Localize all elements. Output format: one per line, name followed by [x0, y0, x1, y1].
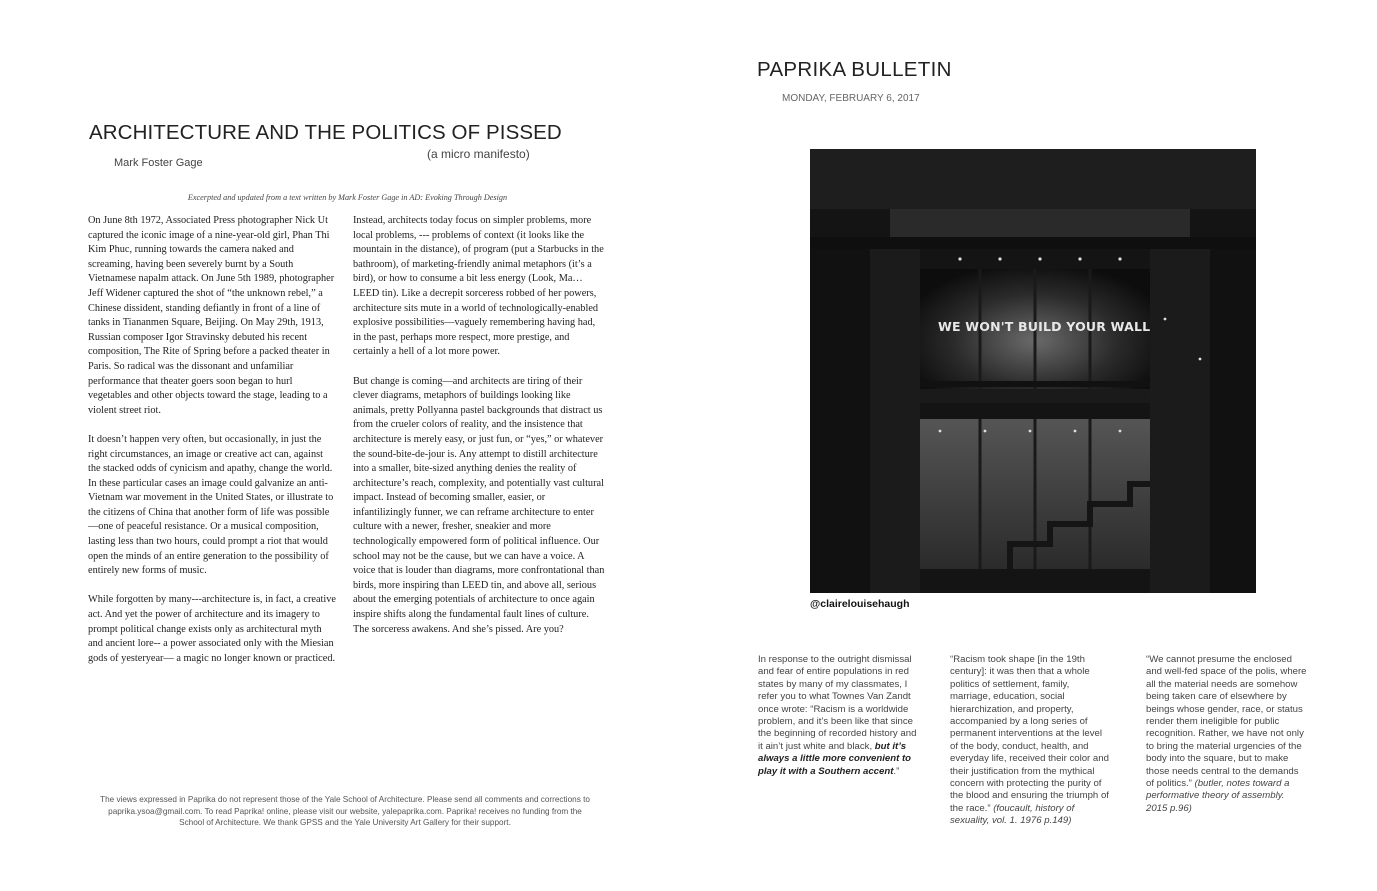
quote-citation: (butler, notes toward a performative theory of assembly. 2015 p.96): [1146, 778, 1290, 814]
article-title: ARCHITECTURE AND THE POLITICS OF PISSED: [89, 121, 562, 144]
article-column-left: [88, 214, 336, 681]
paragraph: But change is coming—and architects are tiring of their clever diagrams, metaphors of buildings looking like animals, pretty Pollyanna pastel backgrounds that distract us from the crueler colors of reality, and the insistence that architecture is merely easy, or just fun, or “yes,” or whatever the sound-bite-de-jour is. Any attempt to distill architecture into a smaller, bite-sized anything denies the reality of architecture’s reach, complexity, and potentially vast cultural impact. Instead of becoming smaller, easier, or infantilizingly funner, we can reframe architecture to enter culture with a newer, fresher, sneakier and more technologically empowered form of political influence. Our school may not be the cause, but we can have a voice. A voice that is louder than diagrams, more confrontational than birds, more inspiring than LEED tin, and above all, serious about the emerging potentials of architecture to once again inspire shifts along the fundamental fault lines of culture. The sorceress awakens. And she’s pissed. Are you?: [353, 375, 605, 635]
excerpt-note: Excerpted and updated from a text written by Mark Foster Gage in AD: Evoking Through Design: [187, 193, 508, 202]
quote-text: “Racism took shape [in the 19th century]: it was then that a whole politics of settlement, family, marriage, education, social hierarchization, and property, accompanied by a long series of permanent interventions at the level of the body, conduct, health, and everyday life, received their color and their justification from the mythical concern with protecting the purity of the blood and ensuring the triumph of the race.”: [950, 654, 1109, 814]
photo-credit: @clairelouisehaugh: [810, 598, 910, 610]
quote-emphasis: but it’s always a little more convenient to play it with a Southern accent: [758, 740, 912, 777]
quote-block: [758, 654, 920, 778]
photo-banner-text: WE WON'T BUILD YOUR WALL: [938, 319, 1151, 334]
bulletin-date: MONDAY, FEBRUARY 6, 2017: [782, 93, 920, 104]
protest-photo: [810, 149, 1256, 593]
quote-block: [950, 654, 1112, 828]
quote-text: In response to the outright dismissal and fear of entire populations in red states by many of my classmates, I refer you to what Townes Van Zandt once wrote: “Racism is a worldwide problem, and it’s been like that since the beginning of recorded history and it ain’t just white and black,: [758, 654, 917, 752]
article-subtitle: (a micro manifesto): [427, 147, 530, 161]
article-column-right: [353, 214, 605, 652]
article-author: Mark Foster Gage: [114, 157, 203, 169]
paragraph: While forgotten by many---architecture is, in fact, a creative act. And yet the power of architecture and its imagery to prompt political change exists only as architectural myth and ancient lore-- a power associated only with the Miesian gods of yesteryear— a magic no longer known or practiced.: [88, 594, 336, 664]
quote-block: [1146, 654, 1308, 815]
quote-tail: .”: [893, 765, 900, 777]
bulletin-title: PAPRIKA BULLETIN: [757, 58, 952, 81]
paragraph: Instead, architects today focus on simpler problems, more local problems, --- problems of context (it looks like the mountain in the distance), of program (put a Starbucks in the bathroom), of marketing-friendly animal metaphors (it’s a bird), or how to consume a bit less energy (Look, Ma…LEED tin). Like a decrepit sorceress robbed of her powers, architecture sits mute in a world of technologically-enabled explosive possibilities—vaguely remembering having had, in the past, perhaps more respect, more prestige, and certainly a hell of a lot more power.: [353, 215, 604, 358]
quote-text: “We cannot presume the enclosed and well-fed space of the polis, where all the material needs are somehow being taken care of elsewhere by beings whose gender, race, or status render them ineligible for public recognition. Rather, we have not only to bring the material urgencies of the body into the square, but to make those needs central to the demands of politics.”: [1146, 654, 1307, 790]
photo-illustration: [810, 149, 1256, 593]
paragraph: On June 8th 1972, Associated Press photographer Nick Ut captured the iconic image of a nine-year-old girl, Phan Thi Kim Phuc, running towards the camera naked and screaming, having been severely burnt by a South Vietnamese napalm attack. On June 5th 1989, photographer Jeff Widener captured the shot of “the unknown rebel,” a Chinese dissident, standing defiantly in front of a line of tanks in Tiananmen Square, Beijing. On May 29th, 1913, Russian composer Igor Stravinsky debuted his recent composition, The Rite of Spring before a packed theater in Paris. So radical was the dissonant and unfamiliar performance that theater goers soon began to hurl vegetables and other objects toward the stage, leading to a violent street riot.: [88, 215, 335, 416]
paragraph: It doesn’t happen very often, but occasionally, in just the right circumstances, an image or creative act can, against the stacked odds of cynicism and apathy, change the world. In these particular cases an image could galvanize an anti-Vietnam war movement in the United States, or illustrate to the citizens of China that another form of life was possible—one of peaceful resistance. Or a musical composition, lasting less than two hours, could prompt a riot that would open the minds of an entire generation to the possibility of entirely new forms of music.: [88, 433, 334, 577]
footer-disclaimer: The views expressed in Paprika do not represent those of the Yale School of Architecture. Please send all comments and corrections to paprika.ysoa@gmail.com. To read Paprika! online, please visit our website, yalepaprika.com. Paprika! receives no funding from the School of Architecture. We thank GPSS and the Yale University Art Gallery for their support.: [100, 795, 590, 828]
quote-citation: (foucault, history of sexuality, vol. 1. 1976 p.149): [950, 802, 1075, 827]
